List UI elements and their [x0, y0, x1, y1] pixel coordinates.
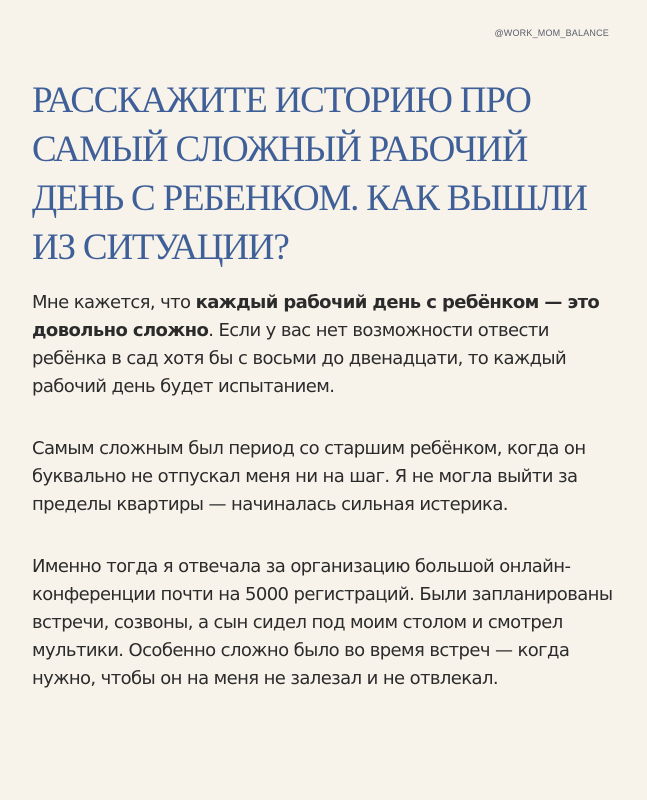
paragraph-1-emphasis: каждый рабочий день с ребёнком — это довольно сложно: [32, 292, 600, 341]
title-line-2: САМЫЙ СЛОЖНЫЙ РАБОЧИЙ: [32, 129, 528, 170]
paragraph-2: Самым сложным был период со старшим ребёнком, когда он буквально не отпускал меня ни на шаг. Я не могла выйти за пределы квартиры — начиналась сильная истерика.: [32, 438, 586, 515]
article-body: [32, 289, 622, 727]
page-title: [32, 76, 622, 272]
paragraph-1-intro: Мне кажется, что: [32, 292, 196, 313]
paragraph-1: [32, 289, 622, 401]
paragraph-3: Именно тогда я отвечала за организацию большой онлайн-конференции почти на 5000 регистраций. Были запланированы встречи, созвоны, а сын сидел под моим столом и смотрел мультики. Особенно сложно было во время встреч — когда нужно, чтобы он на меня не залезал и не отвлекал.: [32, 556, 613, 689]
title-line-3: ДЕНЬ С РЕБЕНКОМ. КАК ВЫШЛИ: [32, 178, 587, 219]
paragraph-1-rest: . Если у вас нет возможности отвести ребёнка в сад хотя бы с восьми до двенадцати, то каждый рабочий день будет испытанием.: [32, 320, 567, 397]
title-line-1: РАССКАЖИТЕ ИСТОРИЮ ПРО: [32, 80, 531, 121]
account-handle: @WORK_MOM_BALANCE: [494, 28, 609, 38]
title-line-4: ИЗ СИТУАЦИИ?: [32, 227, 289, 268]
